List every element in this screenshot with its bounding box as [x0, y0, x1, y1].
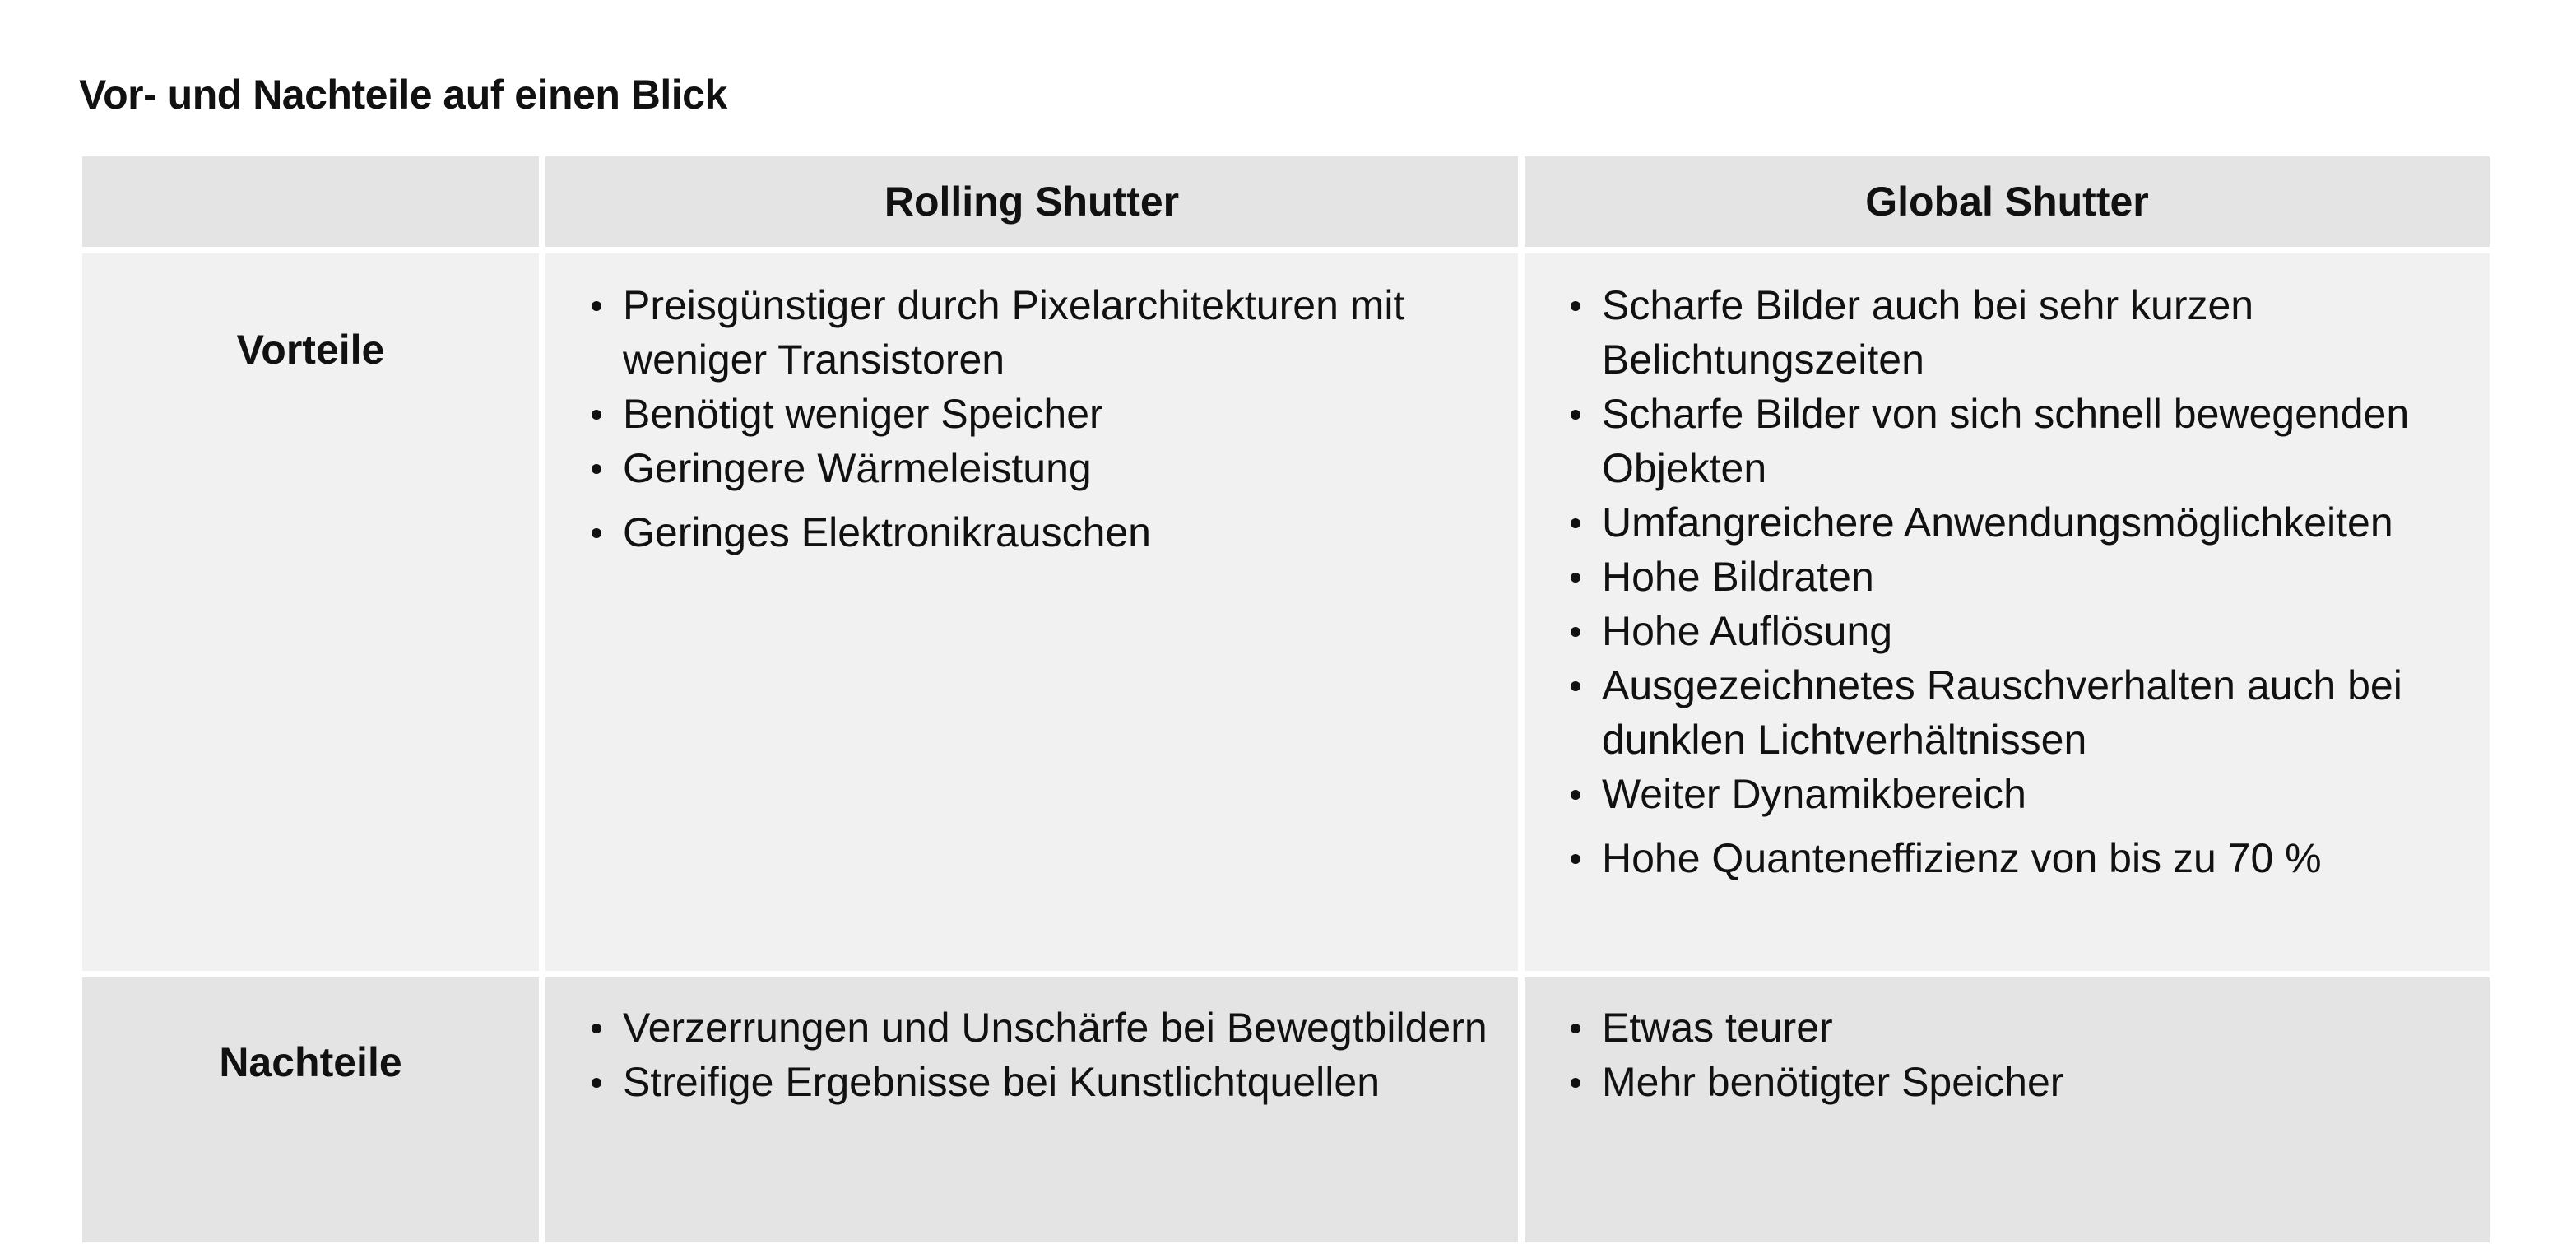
disadvantages-rolling-shutter-cell	[545, 977, 1518, 1242]
list-item: Etwas teurer	[1525, 1001, 2490, 1055]
list-item: Benötigt weniger Speicher	[545, 387, 1518, 441]
list-item: Hohe Quanteneffizienz von bis zu 70 %	[1525, 831, 2490, 885]
list-item: Geringere Wärmeleistung	[545, 441, 1518, 495]
list-item: Scharfe Bilder auch bei sehr kurzen Belichtungszeiten	[1525, 278, 2490, 387]
list-item: Weiter Dynamikbereich	[1525, 767, 2490, 821]
header-empty-cell	[82, 156, 539, 247]
table-row-advantages	[82, 253, 2490, 971]
page-title: Vor- und Nachteile auf einen Blick	[79, 72, 727, 118]
disadvantages-global-shutter-cell	[1525, 977, 2490, 1242]
advantages-global-shutter-cell	[1525, 253, 2490, 971]
list-item: Hohe Bildraten	[1525, 550, 2490, 604]
list-item: Hohe Auflösung	[1525, 604, 2490, 658]
header-rolling-shutter: Rolling Shutter	[545, 156, 1518, 247]
list-item: Mehr benötigter Speicher	[1525, 1055, 2490, 1109]
list-item: Ausgezeichnetes Rauschverhalten auch bei dunklen Lichtverhältnissen	[1525, 658, 2490, 767]
list-item: Streifige Ergebnisse bei Kunstlichtquellen	[545, 1055, 1518, 1109]
row-label-disadvantages: Nachteile	[82, 977, 539, 1242]
header-global-shutter: Global Shutter	[1525, 156, 2490, 247]
advantages-rolling-shutter-list	[545, 278, 1518, 559]
table-header-row	[82, 156, 2490, 247]
list-item: Geringes Elektronikrauschen	[545, 505, 1518, 559]
comparison-table	[76, 150, 2496, 1249]
list-item: Scharfe Bilder von sich schnell bewegenden Objekten	[1525, 387, 2490, 495]
advantages-rolling-shutter-cell	[545, 253, 1518, 971]
list-item: Verzerrungen und Unschärfe bei Bewegtbildern	[545, 1001, 1518, 1055]
disadvantages-rolling-shutter-list	[545, 1001, 1518, 1109]
list-item: Preisgünstiger durch Pixelarchitekturen mit weniger Transistoren	[545, 278, 1518, 387]
table-row-disadvantages	[82, 977, 2490, 1242]
disadvantages-global-shutter-list	[1525, 1001, 2490, 1109]
advantages-global-shutter-list	[1525, 278, 2490, 885]
row-label-advantages: Vorteile	[82, 253, 539, 971]
list-item: Umfangreichere Anwendungsmöglichkeiten	[1525, 495, 2490, 550]
